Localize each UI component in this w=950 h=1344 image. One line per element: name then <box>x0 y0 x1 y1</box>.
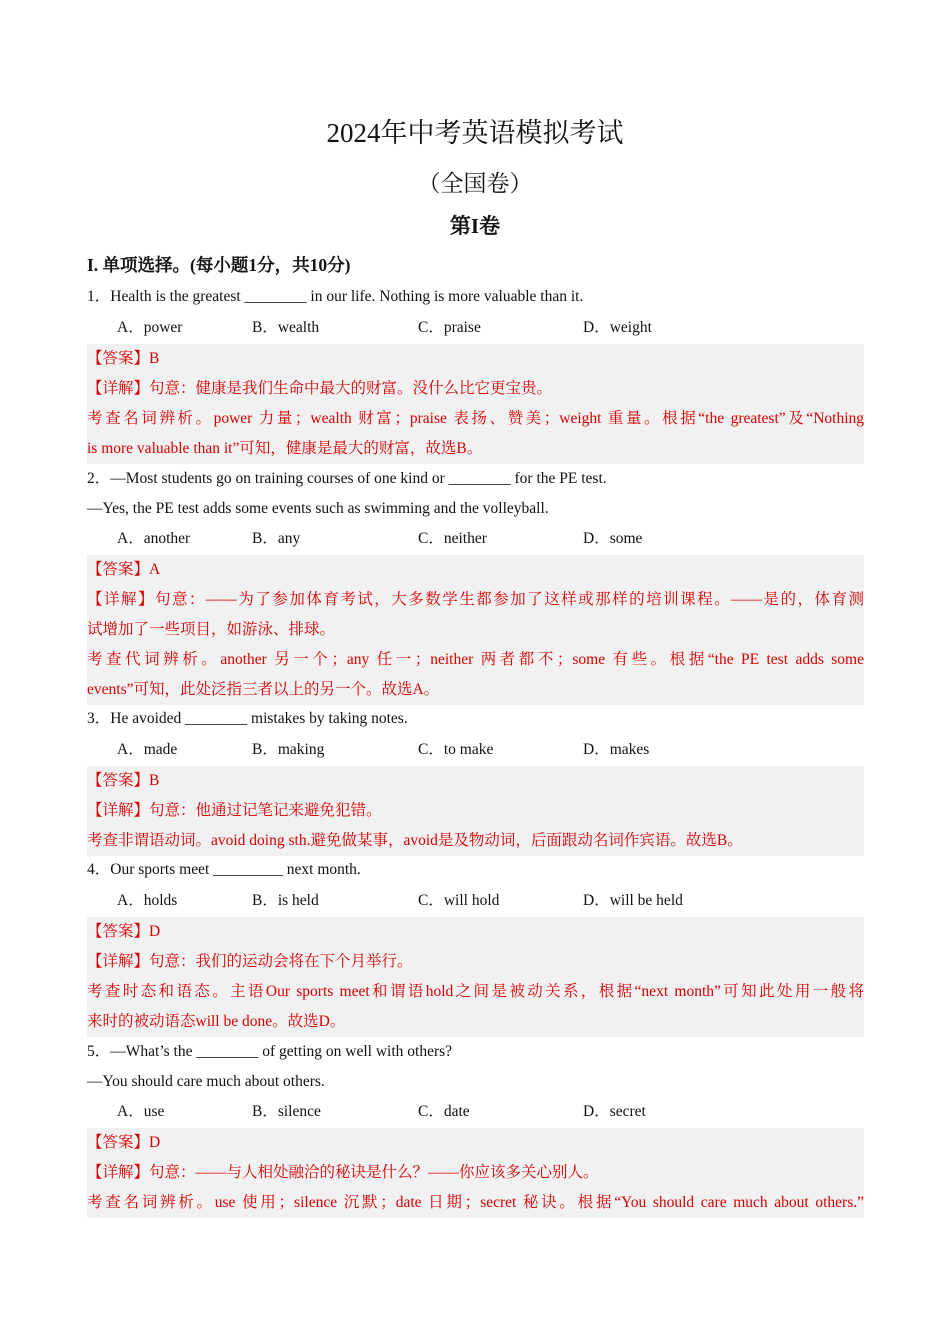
option-d: D．will be held <box>583 892 683 909</box>
detail-line: 考查非谓语动词。avoid doing sth.避免做某事，avoid是及物动词，后面跟动名词作宾语。故选B。 <box>87 832 743 849</box>
answer-line: 【答案】B <box>87 350 160 367</box>
detail-line: events”可知，此处泛指三者以上的另一个。故选A。 <box>87 681 440 698</box>
section-heading: I. 单项选择。(每小题1分，共10分) <box>87 255 351 275</box>
option-c: C．date <box>418 1103 470 1120</box>
answer-line: 【答案】A <box>87 561 161 578</box>
answer-line: 【答案】B <box>87 772 160 789</box>
option-b: B．wealth <box>252 319 320 336</box>
question-4-stem: 4．Our sports meet _________ next month. <box>87 861 361 878</box>
question-4-answer-box <box>87 917 864 1037</box>
question-3-options <box>87 735 887 765</box>
option-a: A．holds <box>117 892 178 909</box>
detail-line: 【详解】句意：——为了参加体育考试，大多数学生都参加了这样或那样的培训课程。——是的，体育测 <box>87 591 864 608</box>
detail-line: 试增加了一些项目，如游泳、排球。 <box>87 621 336 638</box>
detail-line: is more valuable than it”可知，健康是最大的财富，故选B。 <box>87 440 483 457</box>
question-1-stem: 1．Health is the greatest ________ in our life. Nothing is more valuable than it. <box>87 288 584 305</box>
question-1-options <box>87 313 887 343</box>
answer-line: 【答案】D <box>87 1134 161 1151</box>
question-3-answer-box <box>87 766 864 856</box>
option-a: A．made <box>117 741 178 758</box>
detail-line: 考查名词辨析。power 力量；wealth 财富；praise 表扬、赞美；weight 重量。根据“the greatest”及“Nothing <box>87 410 864 427</box>
option-d: D．some <box>583 530 643 547</box>
option-d: D．secret <box>583 1103 646 1120</box>
option-b: B．silence <box>252 1103 321 1120</box>
option-b: B．is held <box>252 892 319 909</box>
option-d: D．weight <box>583 319 652 336</box>
question-1-answer-box <box>87 344 864 464</box>
option-c: C．neither <box>418 530 487 547</box>
option-c: C．will hold <box>418 892 500 909</box>
option-b: B．any <box>252 530 301 547</box>
exam-title: 2024年中考英语模拟考试 <box>326 118 624 148</box>
option-b: B．making <box>252 741 325 758</box>
question-2-answer-box <box>87 555 864 705</box>
question-5-stem: 5．—What’s the ________ of getting on well with others? <box>87 1043 453 1060</box>
question-5-answer-box <box>87 1128 864 1218</box>
option-a: A．use <box>117 1103 165 1120</box>
detail-line: 【详解】句意：他通过记笔记来避免犯错。 <box>87 802 382 819</box>
detail-line: 【详解】句意：我们的运动会将在下个月举行。 <box>87 953 413 970</box>
answer-line: 【答案】D <box>87 923 161 940</box>
question-2-stem: 2．—Most students go on training courses of one kind or ________ for the PE test. <box>87 470 607 487</box>
option-c: C．to make <box>418 741 494 758</box>
detail-line: 考查时态和语态。主语Our sports meet和谓语hold之间是被动关系，根据“next month”可知此处用一般将 <box>87 983 864 1000</box>
question-5-reply: —You should care much about others. <box>87 1073 325 1090</box>
exam-subtitle: （全国卷） <box>417 171 533 196</box>
question-5-options <box>87 1097 887 1127</box>
option-a: A．another <box>117 530 191 547</box>
question-2-reply: —Yes, the PE test adds some events such as swimming and the volleyball. <box>87 500 549 517</box>
option-c: C．praise <box>418 319 481 336</box>
detail-line: 考查名词辨析。use 使用；silence 沉默；date 日期；secret 秘诀。根据“You should care much about others.” <box>87 1194 864 1211</box>
detail-line: 【详解】句意：健康是我们生命中最大的财富。没什么比它更宝贵。 <box>87 380 553 397</box>
volume-heading: 第I卷 <box>449 214 501 238</box>
option-a: A．power <box>117 319 183 336</box>
detail-line: 来时的被动语态will be done。故选D。 <box>87 1013 346 1030</box>
detail-line: 【详解】句意：——与人相处融洽的秘诀是什么？——你应该多关心别人。 <box>87 1164 599 1181</box>
detail-line: 考查代词辨析。another 另一个；any 任一；neither 两者都不；some 有些。根据“the PE test adds some <box>87 651 864 668</box>
question-3-stem: 3．He avoided ________ mistakes by taking notes. <box>87 710 408 727</box>
question-2-options <box>87 524 887 554</box>
question-4-options <box>87 886 887 916</box>
option-d: D．makes <box>583 741 650 758</box>
